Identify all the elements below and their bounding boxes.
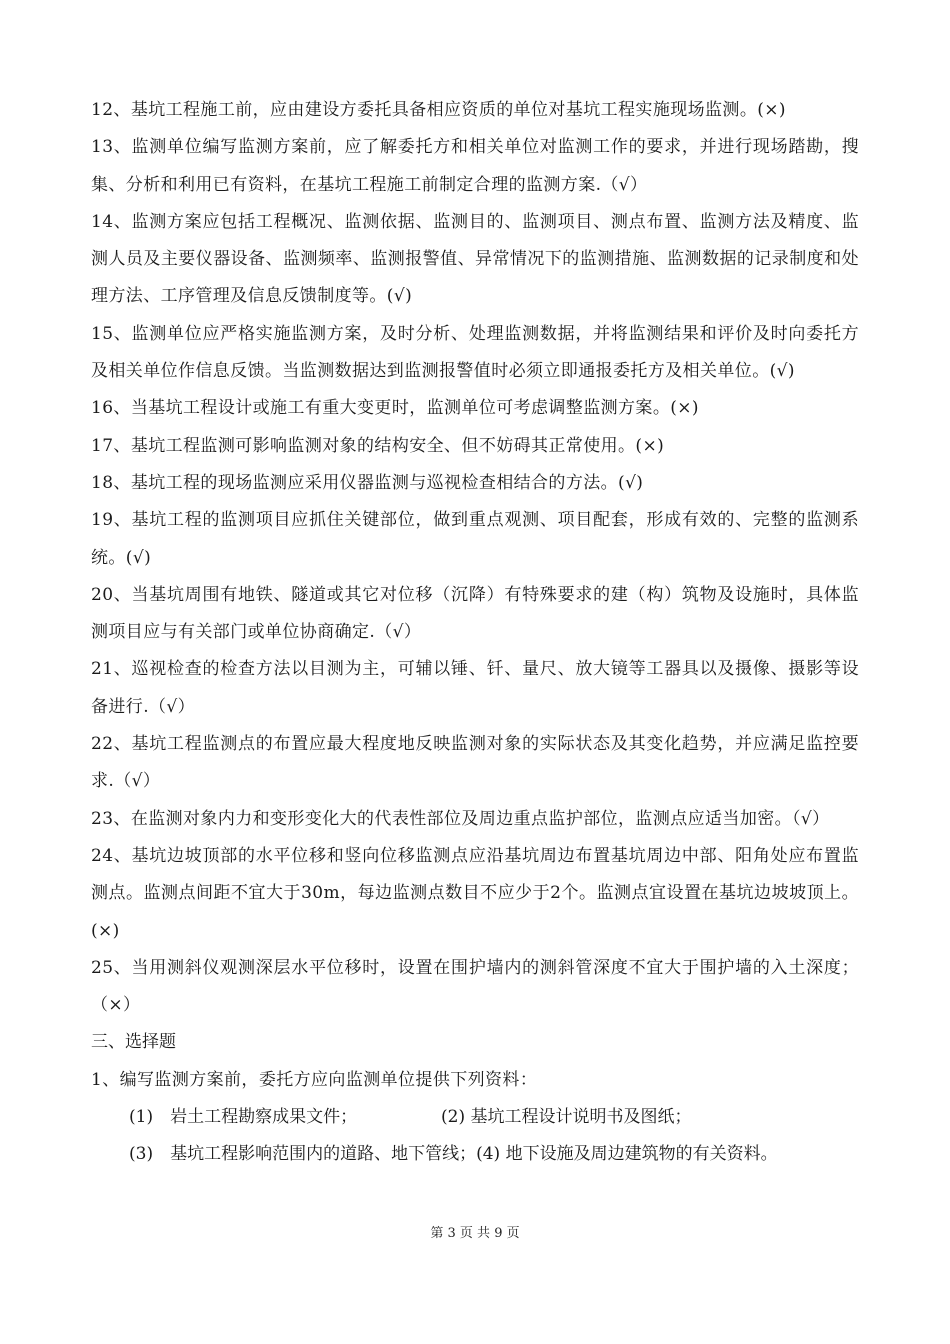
options-row-1 — [91, 1099, 859, 1136]
item-17: 17、基坑工程监测可影响监测对象的结构安全、但不妨碍其正常使用。(×) — [91, 435, 665, 456]
section-heading: 三、选择题 — [91, 1032, 176, 1053]
item-25: 25、当用测斜仪观测深层水平位移时，设置在围护墙内的测斜管深度不宜大于围护墙的入土深度；（×） — [91, 957, 859, 1016]
item-16: 16、当基坑工程设计或施工有重大变更时，监测单位可考虑调整监测方案。(×) — [91, 398, 699, 419]
options-row-2 — [91, 1136, 859, 1173]
item-23: 23、在监测对象内力和变形变化大的代表性部位及周边重点监护部位，监测点应适当加密。（√） — [91, 808, 830, 829]
option-1: (1) 岩土工程勘察成果文件； — [129, 1107, 358, 1128]
item-12: 12、基坑工程施工前，应由建设方委托具备相应资质的单位对基坑工程实施现场监测。(×) — [91, 100, 786, 120]
item-24: 24、基坑边坡顶部的水平位移和竖向位移监测点应沿基坑周边布置基坑周边中部、阳角处应布置监测点。监测点间距不宜大于30m，每边监测点数目不应少于2个。监测点宜设置在基坑边坡坡顶上。(×) — [91, 845, 859, 941]
question-1: 1、编写监测方案前，委托方应向监测单位提供下列资料： — [91, 1069, 538, 1090]
item-20: 20、当基坑周围有地铁、隧道或其它对位移（沉降）有特殊要求的建（构）筑物及设施时，具体监测项目应与有关部门或单位协商确定.（√） — [91, 584, 859, 643]
document-page — [91, 92, 859, 1174]
item-19: 19、基坑工程的监测项目应抓住关键部位，做到重点观测、项目配套，形成有效的、完整的监测系统。(√) — [91, 510, 859, 568]
item-22: 22、基坑工程监测点的布置应最大程度地反映监测对象的实际状态及其变化趋势，并应满足监控要求.（√） — [91, 734, 859, 792]
item-21: 21、巡视检查的检查方法以目测为主，可辅以锤、钎、量尺、放大镜等工器具以及摄像、摄影等设备进行.（√） — [91, 659, 859, 717]
option-3-4: (3) 基坑工程影响范围内的道路、地下管线；(4) 地下设施及周边建筑物的有关资料。 — [129, 1144, 778, 1165]
page-footer: 第 3 页 共 9 页 — [430, 1226, 520, 1241]
item-18: 18、基坑工程的现场监测应采用仪器监测与巡视检查相结合的方法。(√) — [91, 472, 644, 493]
item-13: 13、监测单位编写监测方案前，应了解委托方和相关单位对监测工作的要求，并进行现场踏勘，搜集、分析和利用已有资料，在基坑工程施工前制定合理的监测方案.（√） — [91, 137, 859, 195]
item-14: 14、监测方案应包括工程概况、监测依据、监测目的、监测项目、测点布置、监测方法及精度、监测人员及主要仪器设备、监测频率、监测报警值、异常情况下的监测措施、监测数据的记录制度和处理方法、工序管理及信息反馈制度等。(√) — [91, 211, 859, 307]
item-15: 15、监测单位应严格实施监测方案，及时分析、处理监测数据，并将监测结果和评价及时向委托方及相关单位作信息反馈。当监测数据达到监测报警值时必须立即通报委托方及相关单位。(√) — [91, 323, 859, 382]
option-2: (2) 基坑工程设计说明书及图纸； — [441, 1107, 692, 1128]
